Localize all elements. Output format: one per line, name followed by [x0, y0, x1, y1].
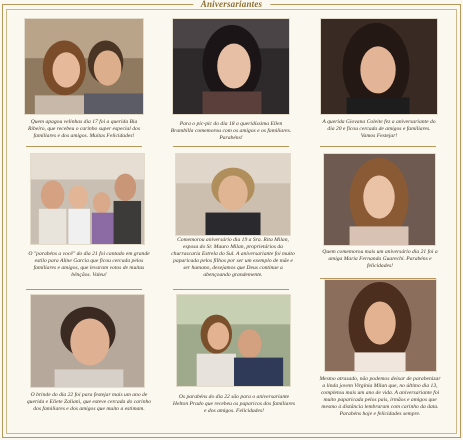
caption-8: Os parabéns do dia 22 são para o aniversariante Helton Prado que recebeu os paparicos dos familiares e dos amigos. Felicidades! [172, 394, 296, 414]
photo-short-hair-woman [30, 294, 145, 388]
divider-row-1b [173, 146, 289, 147]
caption-9: Mesmo atrasado, não podemos deixar de parabenizar a linda jovem Virgínia Milan que, no último dia 13, completou mais um ano de vida. A aniversariante foi muito paparicada pelos pais, irmãos e amigos que mesmo à distância lembraram com carinho da data. Parabéns hoje e felicidades sempre. [319, 376, 441, 417]
photo-long-hair-woman [324, 279, 437, 372]
caption-3: A querida Giovana Coleite fez a aniversariante do dia 20 e ficou cercada de amigos e familiares. Vamos Festejar! [322, 119, 436, 139]
divider-row-1 [26, 146, 142, 147]
caption-1: Quem apagou velinhas dia 17 foi a querida Bia Ribeiro, que recebeu o carinho super especial dos familiares e dos amigos. Muitas Felicidades! [27, 119, 141, 139]
photo-older-woman [175, 153, 291, 236]
caption-4: O "parabéns a você" do dia 21 foi cantado em grande estilo para Aline Garcia que ficou cercada pelos familiares e amigos, que levaram votos de muitas bênçãos. Valeu! [28, 251, 150, 278]
caption-6: Quem comemorou mais um aniversário dia 21 foi a amiga Maria Fernanda Guarechi. Parabéns e felicidades! [322, 249, 438, 269]
caption-5: Comemorou aniversário dia 19 a Sra. Rita Milan, esposa do Sr. Mauro Milan, proprietários da churrascaria Estrela do Sul. A aniversariante foi muito paparicada pelos filhos por ser um exemplo de mãe e ser humano, desejamos que Deus continue a abençoando grandemente. [171, 237, 295, 278]
photo-family [30, 153, 145, 245]
divider-row-2 [26, 289, 142, 290]
divider-row-1c [320, 146, 436, 147]
photo-woman-smiling [320, 18, 438, 115]
page-title: Aniversariantes [193, 0, 271, 9]
caption-7: O brinde do dia 22 foi para festejar mais um ano de querida e Eliete Zaliani, que esteve cercada do carinho dos familiares e dos amigos que muito a estimam. [26, 392, 152, 412]
caption-2: Para o pic-pic do dia 18 a queridíssima Ellen Brambilla comemorou com os amigos e os familiares. Parabéns! [170, 121, 292, 141]
photo-couple [24, 18, 144, 115]
divider-row-2b [173, 289, 289, 290]
photo-woman-dark-hair [172, 18, 290, 115]
photo-young-woman [323, 153, 436, 246]
photo-couple-hug [176, 294, 291, 387]
